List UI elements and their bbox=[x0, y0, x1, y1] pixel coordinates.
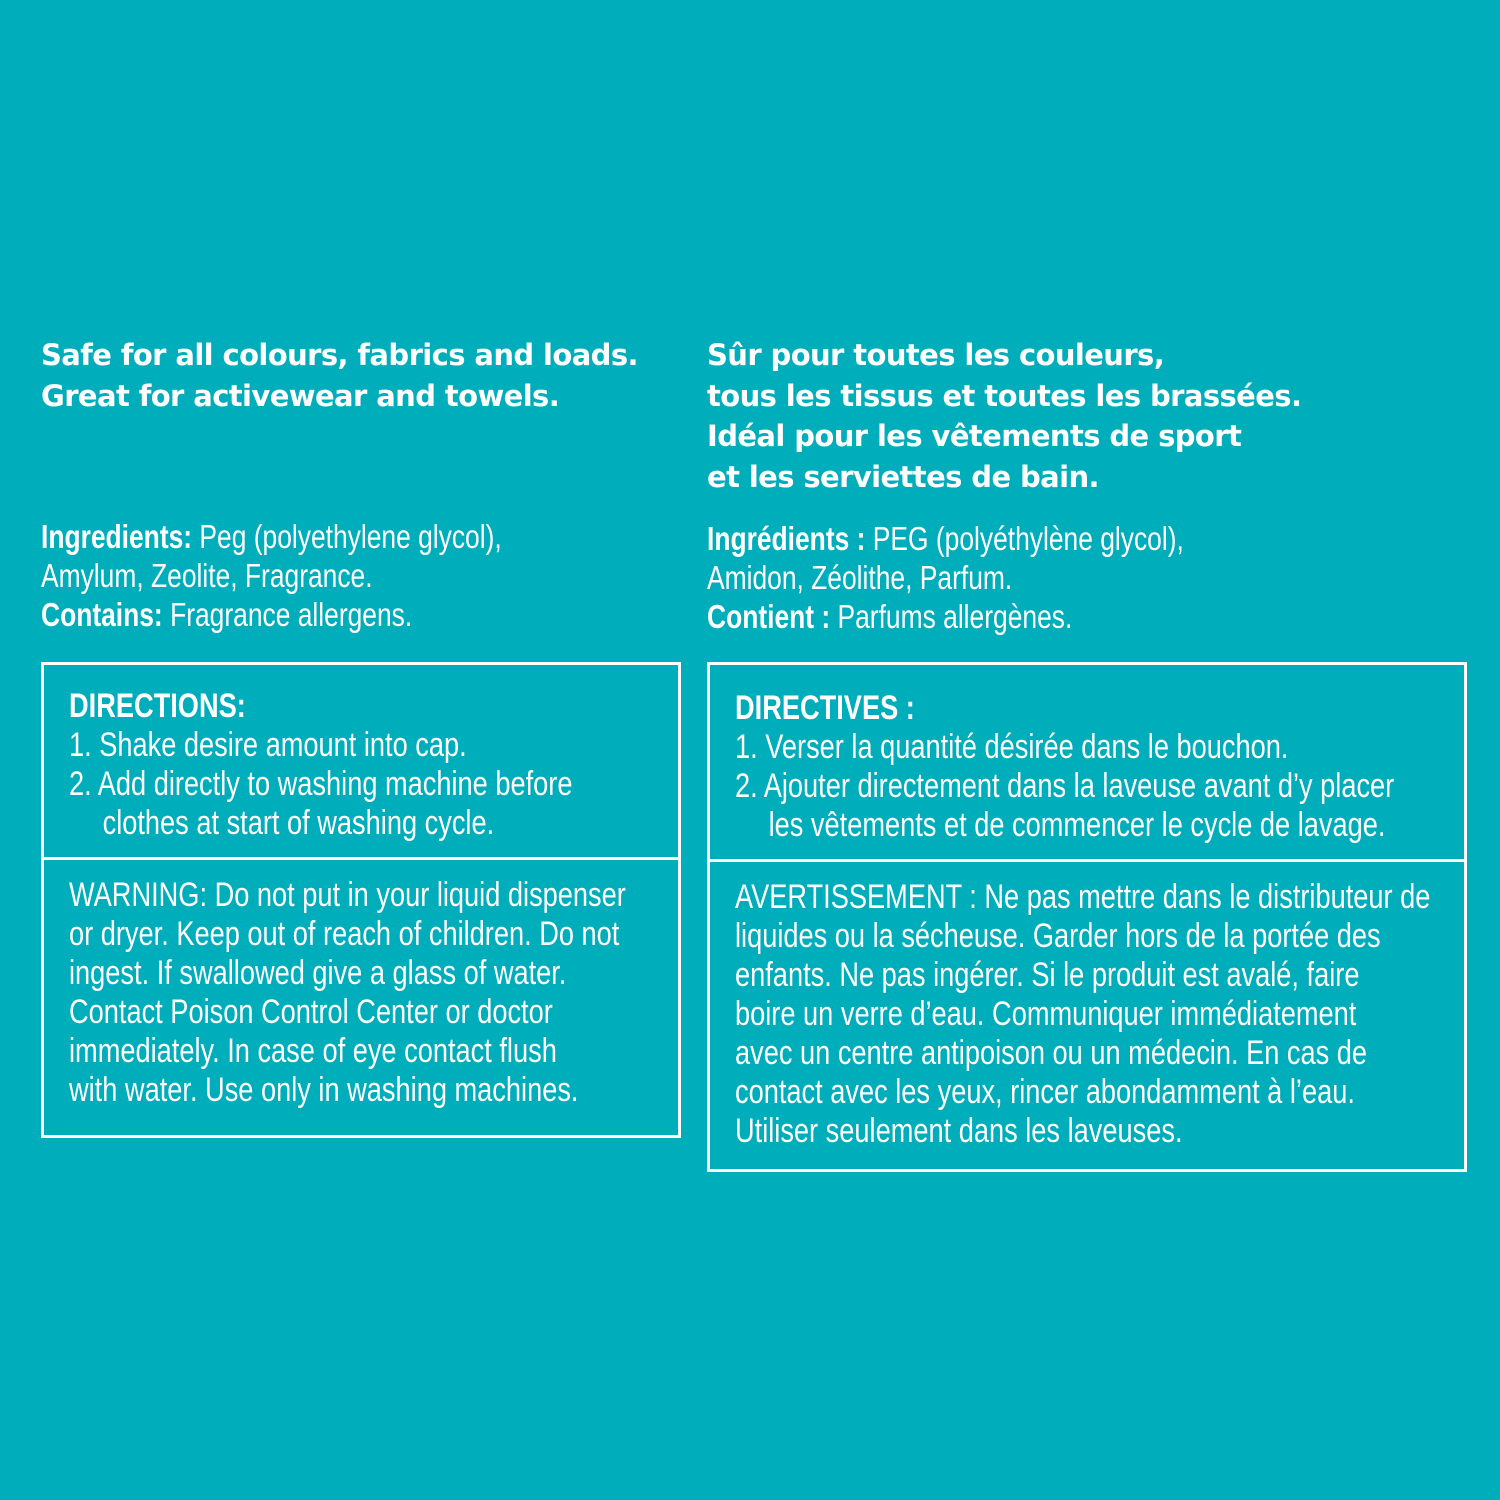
ingredients-text: Peg (polyethylene glycol), bbox=[192, 518, 502, 555]
warning-line: WARNING: Do not put in your liquid dispenser bbox=[69, 876, 626, 914]
warning-line: contact avec les yeux, rincer abondamment à l’eau. bbox=[735, 1073, 1355, 1111]
contains-line bbox=[707, 597, 1184, 636]
warning-line: liquides ou la sécheuse. Garder hors de la portée des bbox=[735, 917, 1381, 955]
english-warning bbox=[69, 876, 626, 1110]
warning-line: enfants. Ne pas ingérer. Si le produit est avalé, faire bbox=[735, 956, 1360, 994]
ingredients-line bbox=[707, 519, 1184, 558]
tagline-line: Safe for all colours, fabrics and loads. bbox=[41, 338, 638, 372]
tagline-line: et les serviettes de bain. bbox=[707, 459, 1099, 494]
contains-line bbox=[41, 595, 502, 634]
direction-step: 2. Add directly to washing machine before bbox=[69, 765, 573, 803]
tagline-line: Great for activewear and towels. bbox=[41, 378, 560, 413]
direction-step: 2. Ajouter directement dans la laveuse avant d’y placer bbox=[735, 767, 1395, 805]
ingredients-text: PEG (polyéthylène glycol), bbox=[865, 520, 1184, 557]
tagline-line: tous les tissus et toutes les brassées. bbox=[707, 378, 1302, 413]
warning-line: Utiliser seulement dans les laveuses. bbox=[735, 1112, 1183, 1150]
french-ingredients bbox=[707, 519, 1184, 636]
contains-text: Fragrance allergens. bbox=[162, 596, 413, 633]
english-ingredients bbox=[41, 517, 502, 634]
ingredients-label: Ingredients: bbox=[41, 518, 193, 555]
box-divider bbox=[710, 859, 1464, 862]
warning-line: with water. Use only in washing machines. bbox=[69, 1071, 579, 1109]
english-info-box bbox=[41, 662, 681, 1138]
warning-line: Contact Poison Control Center or doctor bbox=[69, 993, 553, 1031]
direction-step: 1. Verser la quantité désirée dans le bouchon. bbox=[735, 728, 1289, 766]
english-tagline bbox=[41, 335, 638, 416]
english-directions bbox=[69, 687, 573, 843]
warning-line: immediately. In case of eye contact flush bbox=[69, 1032, 557, 1070]
direction-step-continued: les vêtements et de commencer le cycle de lavage. bbox=[768, 806, 1386, 844]
ingredients-label: Ingrédients : bbox=[707, 520, 866, 557]
french-directions bbox=[735, 689, 1394, 845]
ingredients-line bbox=[41, 517, 502, 556]
ingredients-line: Amylum, Zeolite, Fragrance. bbox=[41, 557, 373, 594]
warning-line: or dryer. Keep out of reach of children. Do not bbox=[69, 915, 620, 953]
ingredients-line: Amidon, Zéolithe, Parfum. bbox=[707, 559, 1013, 596]
warning-line: ingest. If swallowed give a glass of water. bbox=[69, 954, 567, 992]
directions-title: DIRECTIONS: bbox=[69, 687, 246, 725]
direction-step-continued: clothes at start of washing cycle. bbox=[102, 804, 495, 842]
warning-line: avec un centre antipoison ou un médecin. En cas de bbox=[735, 1034, 1368, 1072]
contains-text: Parfums allergènes. bbox=[830, 598, 1073, 635]
tagline-line: Sûr pour toutes les couleurs, bbox=[707, 338, 1165, 372]
tagline-line: Idéal pour les vêtements de sport bbox=[707, 419, 1242, 453]
direction-step: 1. Shake desire amount into cap. bbox=[69, 726, 467, 764]
french-warning bbox=[735, 878, 1430, 1151]
warning-line: AVERTISSEMENT : Ne pas mettre dans le distributeur de bbox=[735, 878, 1431, 916]
french-info-box bbox=[707, 662, 1467, 1172]
box-divider bbox=[44, 857, 678, 860]
contains-label: Contient : bbox=[707, 598, 831, 635]
french-tagline bbox=[707, 335, 1301, 497]
directions-title: DIRECTIVES : bbox=[735, 689, 915, 727]
contains-label: Contains: bbox=[41, 596, 163, 633]
warning-line: boire un verre d’eau. Communiquer immédiatement bbox=[735, 995, 1357, 1033]
